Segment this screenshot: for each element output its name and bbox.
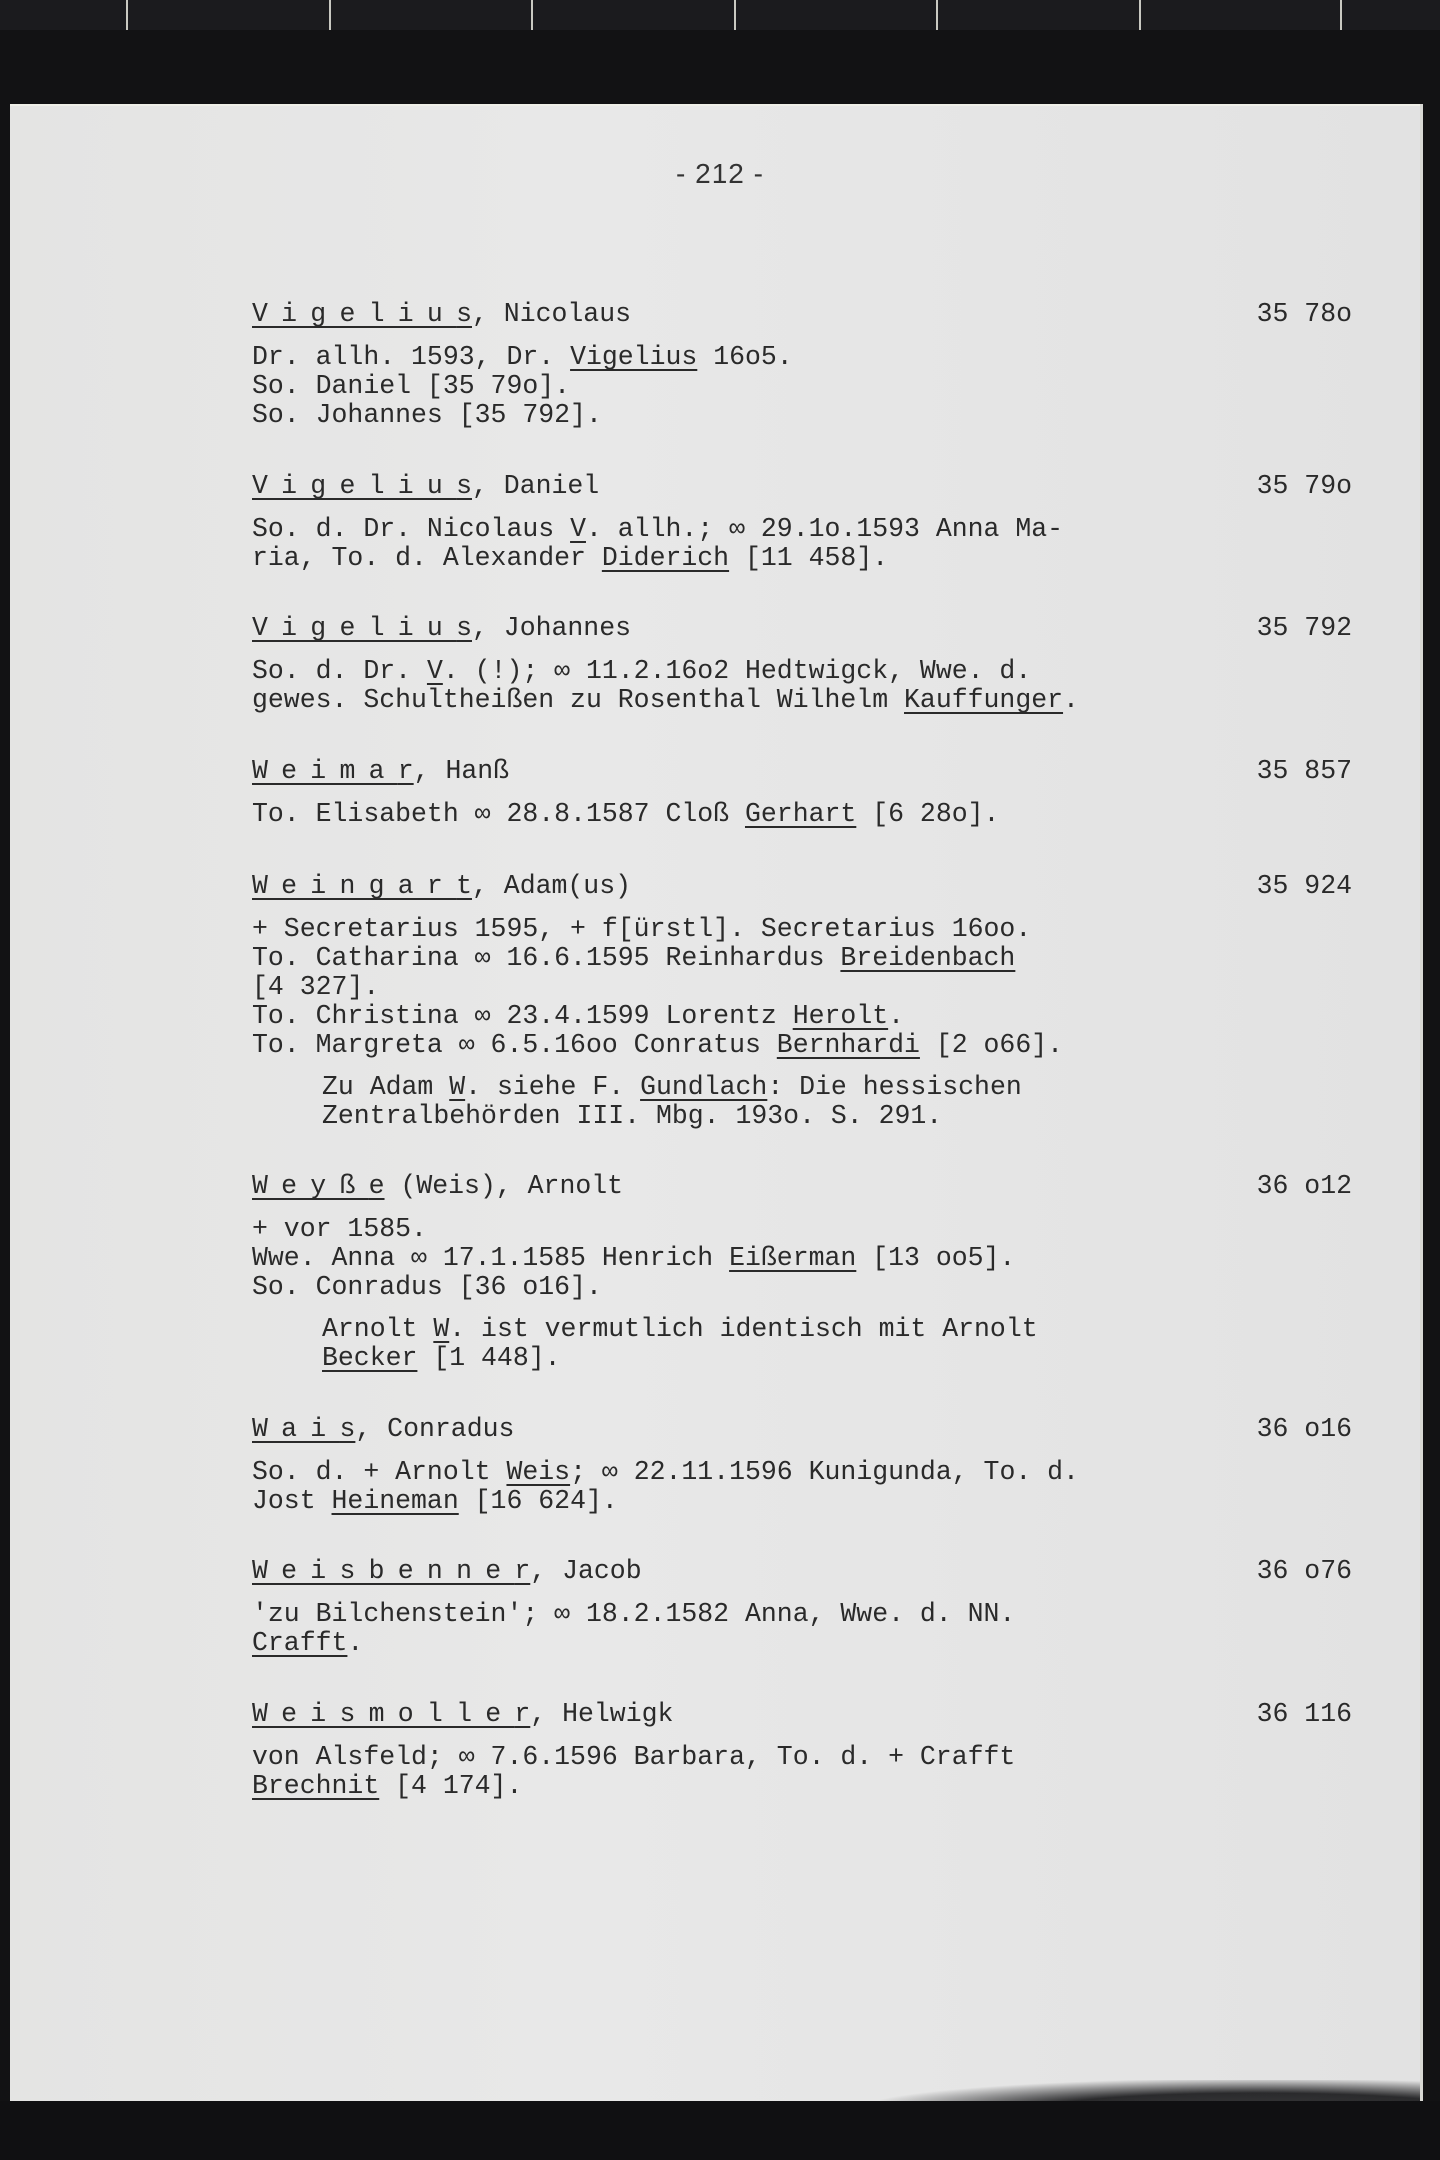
ruler-tick [1139,0,1141,30]
register-entry [252,1557,1352,1658]
entry-surname: Weingart [252,871,472,901]
entry-heading [252,1700,1352,1730]
underlined-name: Crafft [252,1628,348,1658]
text-line: Zentralbehörden III. Mbg. 193o. S. 291. [322,1101,943,1131]
register-entry [252,872,1352,1131]
entry-given-name: , Johannes [471,613,632,643]
entry-number: 35 79o [1256,471,1352,501]
text-line: Wwe. Anna ∞ 17.1.1585 Henrich Eißerman [13 oo5]. [252,1243,1016,1273]
text-line: Dr. allh. 1593, Dr. Vigelius 16o5. [252,342,793,372]
underlined-name: Gerhart [744,799,857,829]
entry-heading [252,872,1352,902]
entry-heading [252,1415,1352,1445]
entry-number: 36 o12 [1256,1171,1352,1201]
entry-surname: Weimar [252,756,414,786]
entry-number: 35 792 [1256,613,1352,643]
register-entry [252,1172,1352,1373]
entry-heading [252,472,1352,502]
underlined-name: Eißerman [729,1243,857,1273]
text-line: Brechnit [4 174]. [252,1771,523,1801]
entry-number: 36 116 [1256,1699,1352,1729]
scanner-bed [0,2101,1440,2160]
entry-surname: Weyße [252,1171,385,1201]
underlined-name: V [426,656,443,686]
entry-body [252,657,1352,715]
entry-surname: Weismoller [252,1699,531,1729]
text-line: So. Johannes [35 792]. [252,400,602,430]
underlined-name: W [433,1314,450,1344]
text-line: 'zu Bilchenstein'; ∞ 18.2.1582 Anna, Wwe. d. NN. [252,1599,1016,1629]
entry-given-name: , Daniel [471,471,600,501]
text-line: ria, To. d. Alexander Diderich [11 458]. [252,543,889,573]
entry-note [322,1073,1352,1131]
entry-number: 36 o76 [1256,1556,1352,1586]
entry-surname: Weisbenner [252,1556,531,1586]
underlined-name: Becker [322,1343,418,1373]
text-line: Becker [1 448]. [322,1343,561,1373]
text-line: So. Conradus [36 o16]. [252,1272,602,1302]
entry-surname: Vigelius [252,613,472,643]
entry-body [252,800,1352,829]
entry-body [252,1743,1352,1801]
underlined-name: Diderich [601,543,730,573]
entry-number: 36 o16 [1256,1414,1352,1444]
entry-heading [252,757,1352,787]
register-entry [252,300,1352,430]
underlined-name: Kauffunger [904,685,1064,715]
text-line: Arnolt W. ist vermutlich identisch mit Arnolt [322,1314,1038,1344]
entry-body [252,515,1352,573]
register-entry [252,614,1352,715]
text-line: + vor 1585. [252,1214,427,1244]
underlined-name: Gundlach [640,1072,768,1102]
underlined-name: Heineman [331,1486,459,1516]
text-line: Crafft. [252,1628,364,1658]
ruler-tick [734,0,736,30]
entry-body [252,343,1352,430]
register-entry [252,1415,1352,1516]
entry-number: 35 857 [1256,756,1352,786]
entry-surname: Vigelius [252,471,472,501]
entry-given-name: , Hanß [413,756,510,786]
text-line: To. Christina ∞ 23.4.1599 Lorentz Herolt. [252,1001,905,1031]
entry-heading [252,1172,1352,1202]
underlined-name: V [570,514,586,544]
entry-given-name: , Jacob [530,1556,642,1586]
register-entry [252,1700,1352,1801]
underlined-name: Vigelius [570,342,698,372]
underlined-name: Breidenbach [840,943,1016,973]
entry-given-name: , Nicolaus [471,299,632,329]
text-line: So. Daniel [35 79o]. [252,371,571,401]
entry-given-name: (Weis), Arnolt [384,1171,624,1201]
underlined-name: Weis [506,1457,571,1487]
register-entry [252,757,1352,829]
entry-heading [252,300,1352,330]
ruler-tick [126,0,128,30]
entry-number: 35 78o [1256,299,1352,329]
text-line: Zu Adam W. siehe F. Gundlach: Die hessischen [322,1072,1022,1102]
text-line: von Alsfeld; ∞ 7.6.1596 Barbara, To. d. + Crafft [252,1742,1016,1772]
scanner-ruler [0,0,1440,30]
entry-number: 35 924 [1256,871,1352,901]
entry-given-name: , Adam(us) [471,871,632,901]
ruler-tick [531,0,533,30]
ruler-tick [329,0,331,30]
page-edge [1420,104,1423,2101]
register-entry [252,472,1352,573]
entry-heading [252,614,1352,644]
text-line: Jost Heineman [16 624]. [252,1486,618,1516]
entry-note [322,1315,1352,1373]
text-line: So. d. Dr. V. (!); ∞ 11.2.16o2 Hedtwigck, Wwe. d. [252,656,1032,686]
text-line: gewes. Schultheißen zu Rosenthal Wilhelm Kauffunger. [252,685,1079,715]
entry-body [252,1215,1352,1302]
underlined-name: W [449,1072,466,1102]
ruler-tick [936,0,938,30]
text-line: To. Elisabeth ∞ 28.8.1587 Cloß Gerhart [6 28o]. [252,799,1000,829]
entry-body [252,915,1352,1060]
ruler-tick [1340,0,1342,30]
underlined-name: Bernhardi [776,1030,920,1060]
text-line: [4 327]. [252,972,380,1002]
underlined-name: Brechnit [252,1771,380,1801]
text-line: So. d. + Arnolt Weis; ∞ 22.11.1596 Kunigunda, To. d. [252,1457,1079,1487]
text-line: To. Margreta ∞ 6.5.16oo Conratus Bernhardi [2 o66]. [252,1030,1064,1060]
entry-surname: Vigelius [252,299,472,329]
entry-given-name: , Helwigk [530,1699,674,1729]
text-line: To. Catharina ∞ 16.6.1595 Reinhardus Breidenbach [252,943,1016,973]
entry-surname: Wais [252,1414,356,1444]
entry-body [252,1458,1352,1516]
entry-given-name: , Conradus [355,1414,515,1444]
entry-heading [252,1557,1352,1587]
underlined-name: Herolt [792,1001,889,1031]
text-line: + Secretarius 1595, + f[ürstl]. Secretarius 16oo. [252,914,1032,944]
entry-body [252,1600,1352,1658]
page-number: - 212 - [676,158,764,189]
text-line: So. d. Dr. Nicolaus V. allh.; ∞ 29.1o.1593 Anna Ma- [252,514,1064,544]
